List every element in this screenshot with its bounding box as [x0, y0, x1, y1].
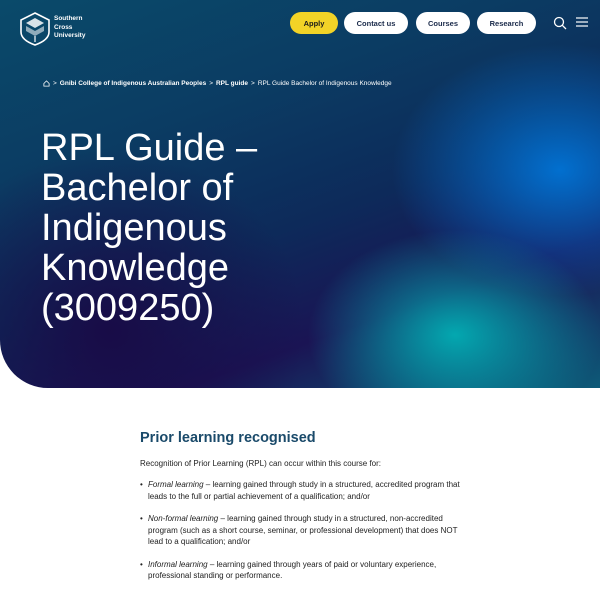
list-item	[140, 513, 468, 548]
page-title-line: Indigenous	[41, 207, 227, 249]
breadcrumb-link-rpl-guide[interactable]: RPL guide	[215, 80, 249, 87]
logo-line: Southern	[54, 15, 83, 22]
research-button[interactable]: Research	[477, 12, 536, 34]
breadcrumb-link-gnibi[interactable]: Gnibi College of Indigenous Australian Peoples	[59, 80, 207, 87]
list-item-term: Non-formal learning	[148, 514, 219, 523]
page-title-line: RPL Guide –	[41, 127, 258, 169]
section-title: Prior learning recognised	[140, 430, 316, 446]
breadcrumb-separator: >	[251, 80, 255, 87]
list-item-text: – learning gained through study in a structured, non-accredited program (such as a short course, seminar, or professional development) that does NOT lead to a qualification; and/or	[148, 514, 458, 546]
main-content	[140, 430, 470, 593]
list-item-term: Informal learning	[148, 559, 208, 569]
breadcrumb-current: RPL Guide Bachelor of Indigenous Knowledge	[257, 80, 392, 87]
courses-button[interactable]: Courses	[416, 12, 470, 34]
apply-button[interactable]: Apply	[290, 12, 338, 34]
breadcrumb-separator: >	[53, 80, 57, 87]
list-item	[140, 559, 468, 582]
breadcrumb	[43, 80, 392, 87]
logo-line: Cross	[54, 23, 73, 31]
page-title	[41, 128, 341, 328]
list-item-text: – learning gained through years of paid or voluntary experience, professional standing or performance.	[148, 559, 437, 580]
list-item-term: Formal learning	[148, 480, 204, 489]
shield-logo[interactable]	[20, 12, 50, 46]
list-item-text: – learning gained through study in a structured, accredited program that leads to the full or partial achievement of a qualification; and/or	[148, 480, 460, 501]
page-title-line: Knowledge	[41, 247, 230, 289]
logo-line: University	[54, 32, 86, 39]
page-title-line: (3009250)	[41, 287, 215, 329]
search-icon[interactable]	[553, 16, 567, 30]
hamburger-menu-icon[interactable]	[576, 17, 588, 27]
home-icon[interactable]	[43, 80, 50, 87]
page-title-line: Bachelor of	[41, 167, 234, 209]
intro-text: Recognition of Prior Learning (RPL) can occur within this course for:	[140, 459, 381, 468]
list-item	[140, 479, 468, 502]
learning-types-list	[140, 479, 470, 582]
contact-us-button[interactable]: Contact us	[344, 12, 408, 34]
breadcrumb-separator: >	[209, 80, 213, 87]
logo-text[interactable]	[54, 15, 85, 41]
